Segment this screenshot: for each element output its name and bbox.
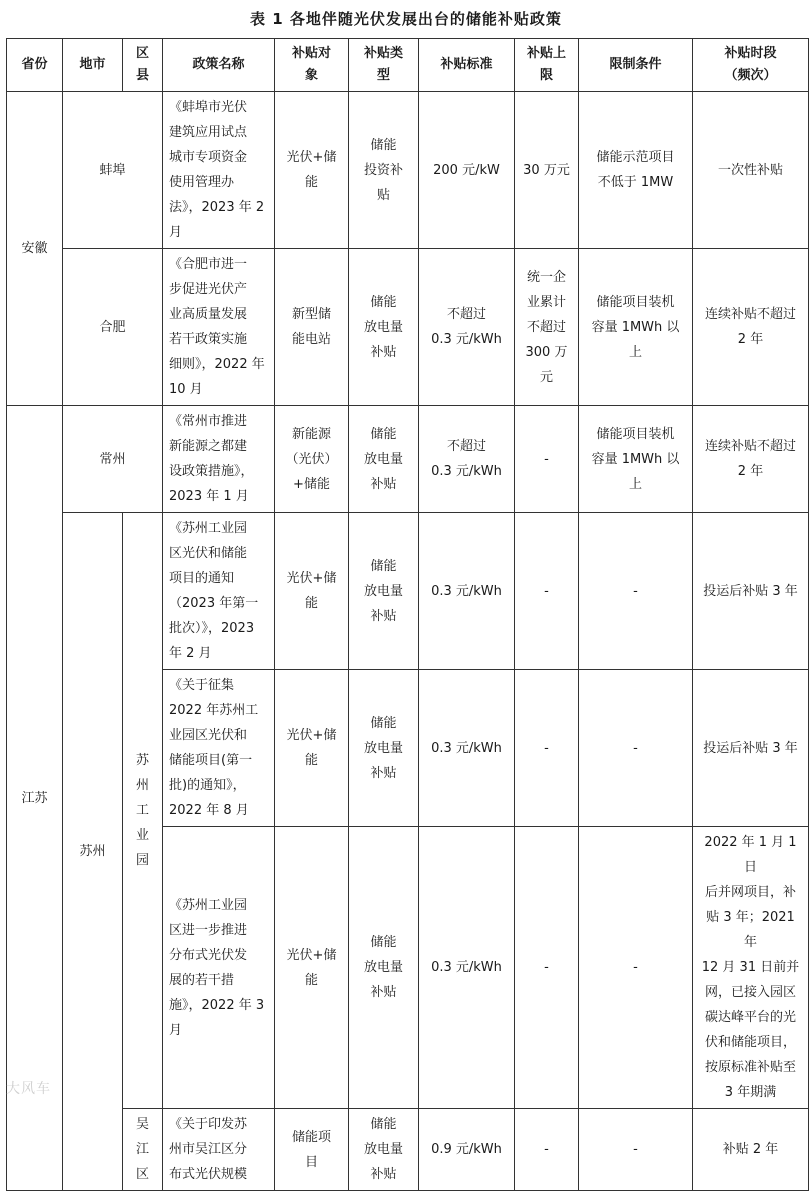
policy-cell: 《关于征集 2022 年苏州工 业园区光伏和 储能项目(第一 批)的通知》， 2022 年 8 月: [163, 670, 275, 827]
policy-cell: 《常州市推进 新能源之都建 设政策措施》， 2023 年 1 月: [163, 406, 275, 513]
policy-cell: 《关于印发苏 州市吴江区分 布式光伏规模: [163, 1109, 275, 1191]
type-cell: 储能 放电量 补贴: [349, 1109, 419, 1191]
period-cell: 连续补贴不超过 2 年: [693, 406, 809, 513]
type-cell: 储能 放电量 补贴: [349, 670, 419, 827]
limit-cell: -: [515, 1109, 579, 1191]
standard-cell: 不超过 0.3 元/kWh: [419, 406, 515, 513]
condition-cell: -: [579, 827, 693, 1109]
target-cell: 光伏+储 能: [275, 92, 349, 249]
standard-cell: 0.3 元/kWh: [419, 670, 515, 827]
limit-cell: -: [515, 827, 579, 1109]
table-row: [7, 406, 809, 513]
standard-cell: 0.9 元/kWh: [419, 1109, 515, 1191]
table-row: [7, 1109, 809, 1191]
condition-cell: 储能项目装机 容量 1MWh 以 上: [579, 249, 693, 406]
policy-cell: 《蚌埠市光伏 建筑应用试点 城市专项资金 使用管理办 法》，2023 年 2 月: [163, 92, 275, 249]
header-district: 区 县: [123, 39, 163, 92]
city-cell: 合肥: [63, 249, 163, 406]
table-title: 表 1 各地伴随光伏发展出台的储能补贴政策: [250, 10, 562, 28]
target-cell: 新型储 能电站: [275, 249, 349, 406]
type-cell: 储能 放电量 补贴: [349, 249, 419, 406]
period-cell: 连续补贴不超过 2 年: [693, 249, 809, 406]
province-cell: 安徽: [7, 92, 63, 406]
limit-cell: 统一企 业累计 不超过 300 万 元: [515, 249, 579, 406]
table-row: [7, 92, 809, 249]
standard-cell: 不超过 0.3 元/kWh: [419, 249, 515, 406]
period-cell: 投运后补贴 3 年: [693, 670, 809, 827]
header-limit: 补贴上 限: [515, 39, 579, 92]
limit-cell: -: [515, 670, 579, 827]
watermark: 大风车: [6, 1081, 51, 1097]
target-cell: 新能源 （光伏） +储能: [275, 406, 349, 513]
condition-cell: -: [579, 670, 693, 827]
period-cell: 补贴 2 年: [693, 1109, 809, 1191]
target-cell: 光伏+储 能: [275, 513, 349, 670]
header-target: 补贴对 象: [275, 39, 349, 92]
period-cell: 2022 年 1 月 1 日 后并网项目，补 贴 3 年；2021 年 12 月 31 日前并 网，已接入园区 碳达峰平台的光 伏和储能项目， 按原标准补贴至 3 年期满: [693, 827, 809, 1109]
header-province: 省份: [7, 39, 63, 92]
standard-cell: 0.3 元/kWh: [419, 827, 515, 1109]
header-row: [7, 39, 809, 92]
district-cell: 吴 江 区: [123, 1109, 163, 1191]
limit-cell: -: [515, 513, 579, 670]
policy-cell: 《合肥市进一 步促进光伏产 业高质量发展 若干政策实施 细则》，2022 年 10 月: [163, 249, 275, 406]
type-cell: 储能 投资补 贴: [349, 92, 419, 249]
header-policy: 政策名称: [163, 39, 275, 92]
condition-cell: 储能项目装机 容量 1MWh 以 上: [579, 406, 693, 513]
condition-cell: 储能示范项目 不低于 1MW: [579, 92, 693, 249]
policy-cell: 《苏州工业园 区进一步推进 分布式光伏发 展的若干措 施》，2022 年 3 月: [163, 827, 275, 1109]
header-city: 地市: [63, 39, 123, 92]
period-cell: 投运后补贴 3 年: [693, 513, 809, 670]
subsidy-policy-table: [6, 38, 809, 1191]
limit-cell: 30 万元: [515, 92, 579, 249]
limit-cell: -: [515, 406, 579, 513]
table-row: [7, 513, 809, 670]
standard-cell: 0.3 元/kWh: [419, 513, 515, 670]
condition-cell: -: [579, 513, 693, 670]
city-cell: 苏州: [63, 513, 123, 1191]
type-cell: 储能 放电量 补贴: [349, 827, 419, 1109]
header-type: 补贴类 型: [349, 39, 419, 92]
city-cell: 常州: [63, 406, 163, 513]
type-cell: 储能 放电量 补贴: [349, 513, 419, 670]
type-cell: 储能 放电量 补贴: [349, 406, 419, 513]
province-cell: 江苏: [7, 406, 63, 1191]
policy-cell: 《苏州工业园 区光伏和储能 项目的通知 （2023 年第一 批次）》，2023 年 2 月: [163, 513, 275, 670]
condition-cell: -: [579, 1109, 693, 1191]
target-cell: 光伏+储 能: [275, 827, 349, 1109]
header-standard: 补贴标准: [419, 39, 515, 92]
table-row: [7, 249, 809, 406]
target-cell: 光伏+储 能: [275, 670, 349, 827]
period-cell: 一次性补贴: [693, 92, 809, 249]
header-condition: 限制条件: [579, 39, 693, 92]
district-cell: 苏 州 工 业 园: [123, 513, 163, 1109]
city-cell: 蚌埠: [63, 92, 163, 249]
header-period: 补贴时段 （频次）: [693, 39, 809, 92]
standard-cell: 200 元/kW: [419, 92, 515, 249]
target-cell: 储能项 目: [275, 1109, 349, 1191]
